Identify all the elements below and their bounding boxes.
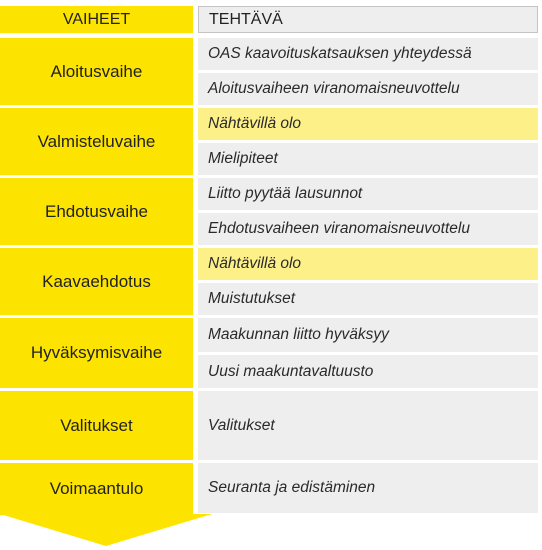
task-uusi-valtuusto: Uusi maakuntavaltuusto [198,355,538,388]
task-muistutukset: Muistutukset [198,283,538,315]
task-aloitus-neuvottelu: Aloitusvaiheen viranomaisneuvottelu [198,73,538,105]
phase-hyvaksymisvaihe: Hyväksymisvaihe [0,318,193,388]
task-valitukset: Valitukset [198,391,538,460]
arrow-down-icon [0,514,212,548]
phase-voimaantulo: Voimaantulo [0,463,193,515]
phase-ehdotusvaihe: Ehdotusvaihe [0,178,193,245]
task-ehdotus-neuvottelu: Ehdotusvaiheen viranomaisneuvottelu [198,213,538,245]
phase-aloitusvaihe: Aloitusvaihe [0,38,193,105]
phase-kaavaehdotus: Kaavaehdotus [0,248,193,315]
phase-valitukset: Valitukset [0,391,193,460]
task-liitto-hyvaksyy: Maakunnan liitto hyväksyy [198,318,538,352]
task-nahtavilla-2: Nähtävillä olo [198,248,538,280]
header-phases: VAIHEET [0,6,193,33]
task-lausunnot: Liitto pyytää lausunnot [198,178,538,210]
task-oas: OAS kaavoituskatsauksen yhteydessä [198,38,538,70]
phase-valmisteluvaihe: Valmisteluvaihe [0,108,193,175]
task-seuranta: Seuranta ja edistäminen [198,463,538,513]
task-mielipiteet: Mielipiteet [198,143,538,175]
task-nahtavilla-1: Nähtävillä olo [198,108,538,140]
header-tasks: TEHTÄVÄ [198,6,538,33]
